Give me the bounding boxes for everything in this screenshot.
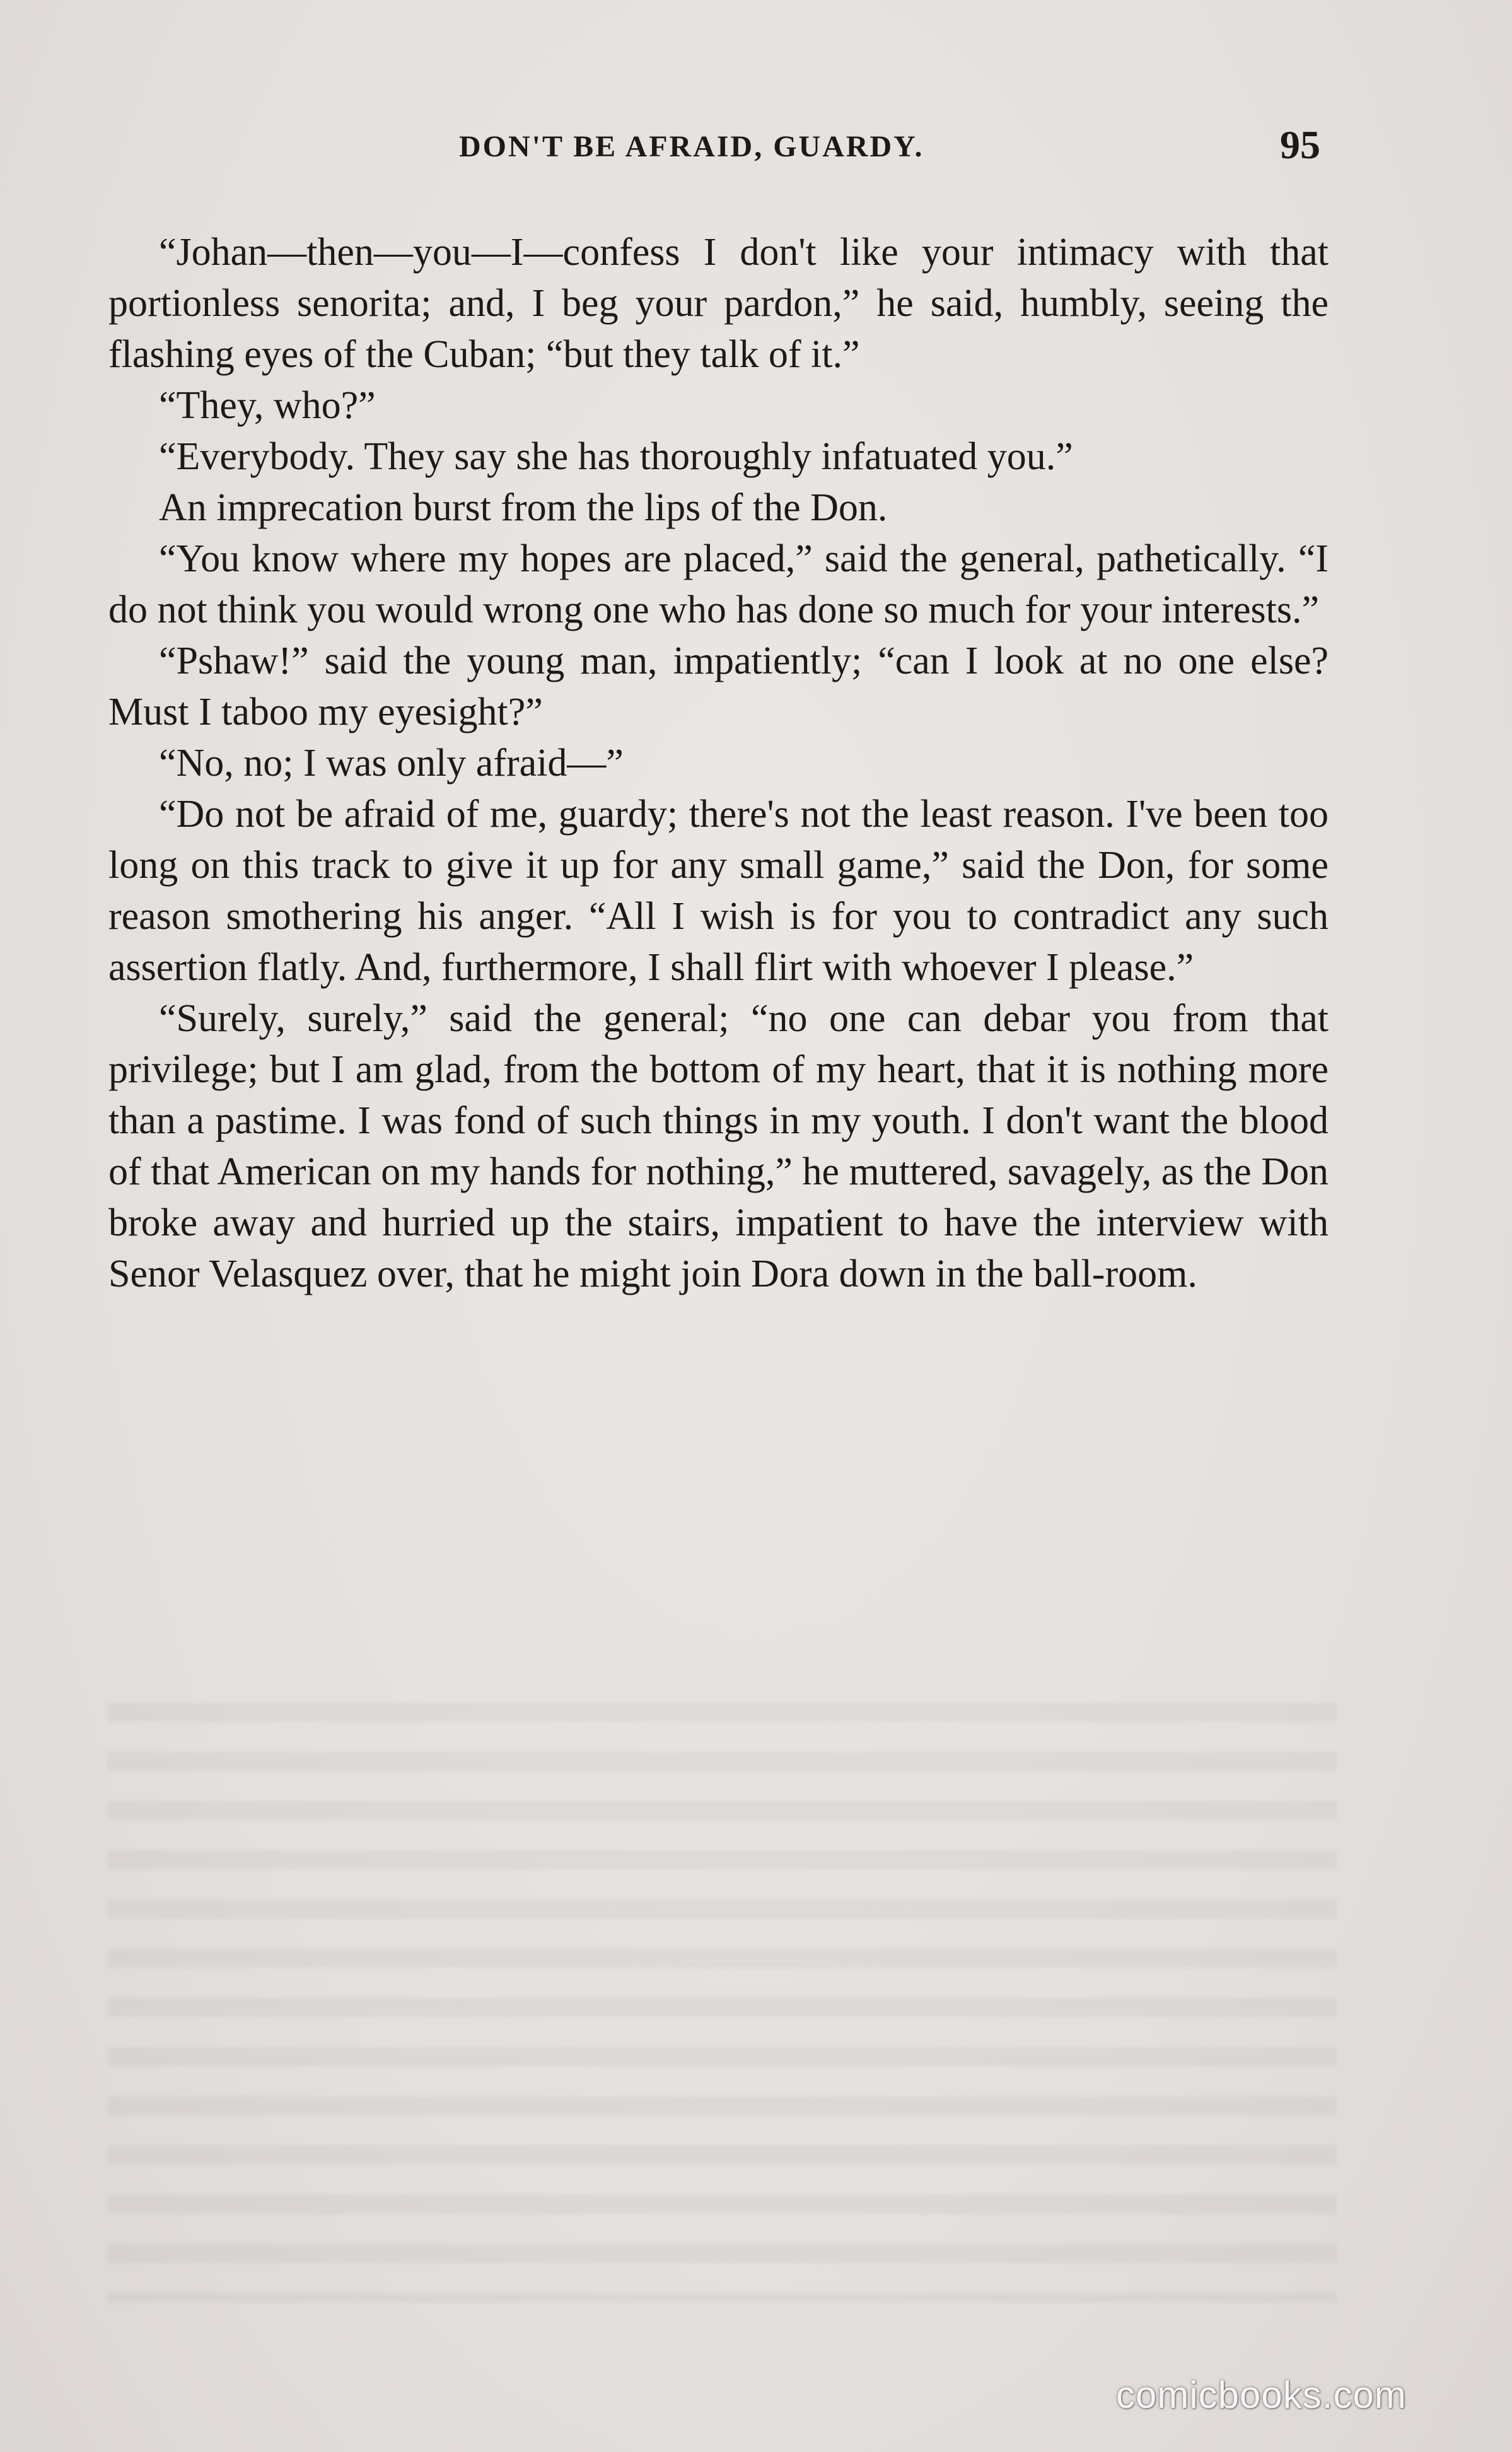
paragraph: “No, no; I was only afraid—” (159, 742, 624, 785)
paragraph: “They, who?” (159, 384, 376, 427)
paragraph: “Pshaw!” said the young man, impatiently; “can I look at no one else? Must I taboo my eyesight?” (108, 639, 1329, 733)
body-text (108, 227, 1329, 1300)
watermark: comicbooks.com (1116, 2374, 1407, 2416)
paragraph: “Surely, surely,” said the general; “no one can debar you from that privilege; but I am glad, from the bottom of my heart, that it is nothing more than a pastime. I was fond of such things in my youth. I don't want the blood of that American on my hands for nothing,” he muttered, savagely, as the Don broke away and hurried up the stairs, impatient to have the interview with Senor Velasquez over, that he might join Dora down in the ball-room. (108, 997, 1329, 1295)
running-head: DON'T BE AFRAID, GUARDY. (459, 130, 924, 163)
paragraph: “Do not be afraid of me, guardy; there's not the least reason. I've been too long on this track to give it up for any small game,” said the Don, for some reason smothering his anger. “All I wish is for you to contradict any such assertion flatly. And, furthermore, I shall flirt with whoever I please.” (108, 793, 1329, 989)
paragraph: “You know where my hopes are placed,” said the general, pathetically. “I do not think you would wrong one who has done so much for your interests.” (108, 537, 1329, 631)
show-through-texture (107, 1703, 1337, 2302)
paragraph: An imprecation burst from the lips of the Don. (159, 486, 888, 529)
paragraph: “Everybody. They say she has thoroughly infatuated you.” (159, 435, 1073, 478)
paragraph: “Johan—then—you—I—confess I don't like your intimacy with that portionless senorita; and, I beg your pardon,” he said, humbly, seeing the flashing eyes of the Cuban; “but they talk of it.” (108, 231, 1329, 376)
page-number: 95 (1280, 122, 1320, 167)
